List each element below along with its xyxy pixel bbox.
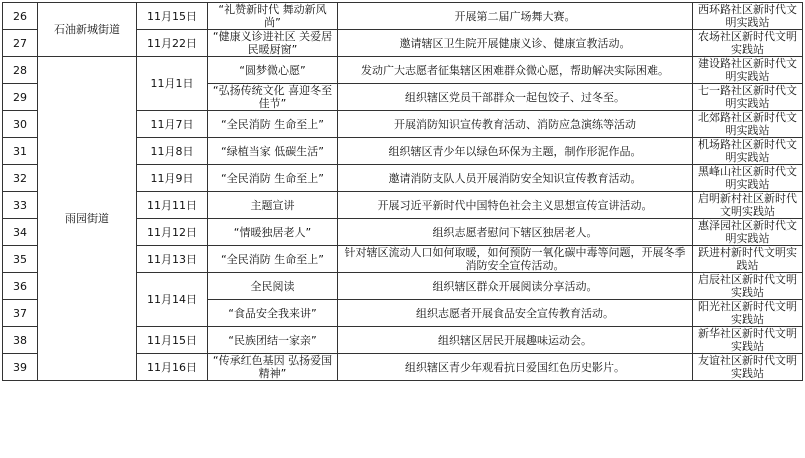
theme-cell: 全民阅读 [208, 273, 338, 300]
content-cell: 开展消防知识宣传教育活动、消防应急演练等活动 [338, 111, 693, 138]
row-number: 30 [3, 111, 38, 138]
row-number: 32 [3, 165, 38, 192]
street-cell: 石油新城街道 [38, 3, 137, 57]
row-number: 34 [3, 219, 38, 246]
date-cell: 11月16日 [137, 354, 208, 381]
theme-cell: “情暖独居老人” [208, 219, 338, 246]
date-cell: 11月22日 [137, 30, 208, 57]
table-row [3, 57, 803, 84]
station-cell: 建设路社区新时代文明实践站 [693, 57, 803, 84]
content-cell: 邀请辖区卫生院开展健康义诊、健康宣教活动。 [338, 30, 693, 57]
station-cell: 机场路社区新时代文明实践站 [693, 138, 803, 165]
theme-cell: “传承红色基因 弘扬爱国精神” [208, 354, 338, 381]
row-number: 37 [3, 300, 38, 327]
station-cell: 阳光社区新时代文明实践站 [693, 300, 803, 327]
content-cell: 组织辖区党员干部群众一起包饺子、过冬至。 [338, 84, 693, 111]
row-number: 38 [3, 327, 38, 354]
table-row [3, 3, 803, 30]
date-cell: 11月8日 [137, 138, 208, 165]
date-cell: 11月15日 [137, 3, 208, 30]
row-number: 29 [3, 84, 38, 111]
theme-cell: “绿植当家 低碳生活” [208, 138, 338, 165]
row-number: 28 [3, 57, 38, 84]
station-cell: 友谊社区新时代文明实践站 [693, 354, 803, 381]
content-cell: 组织辖区居民开展趣味运动会。 [338, 327, 693, 354]
row-number: 31 [3, 138, 38, 165]
station-cell: 跃进村新时代文明实践站 [693, 246, 803, 273]
row-number: 26 [3, 3, 38, 30]
theme-cell: “全民消防 生命至上” [208, 246, 338, 273]
station-cell: 西环路社区新时代文明实践站 [693, 3, 803, 30]
content-cell: 组织辖区青少年以绿色环保为主题，制作形泥作品。 [338, 138, 693, 165]
content-cell: 组织志愿者慰问下辖区独居老人。 [338, 219, 693, 246]
content-cell: 组织辖区群众开展阅读分享活动。 [338, 273, 693, 300]
date-cell: 11月14日 [137, 273, 208, 327]
content-cell: 邀请消防支队人员开展消防安全知识宣传教育活动。 [338, 165, 693, 192]
date-cell: 11月9日 [137, 165, 208, 192]
theme-cell: “弘扬传统文化 喜迎冬至佳节” [208, 84, 338, 111]
station-cell: 七一路社区新时代文明实践站 [693, 84, 803, 111]
row-number: 39 [3, 354, 38, 381]
theme-cell: “健康义诊进社区 关爱居民暖厨窗” [208, 30, 338, 57]
content-cell: 发动广大志愿者征集辖区困难群众微心愿，帮助解决实际困难。 [338, 57, 693, 84]
station-cell: 启明新村社区新时代文明实践站 [693, 192, 803, 219]
station-cell: 黑峰山社区新时代文明实践站 [693, 165, 803, 192]
date-cell: 11月7日 [137, 111, 208, 138]
station-cell: 农场社区新时代文明实践站 [693, 30, 803, 57]
activity-table [2, 2, 803, 381]
theme-cell: “食品安全我来讲” [208, 300, 338, 327]
theme-cell: “圆梦微心愿” [208, 57, 338, 84]
theme-cell: “民族团结一家亲” [208, 327, 338, 354]
station-cell: 启辰社区新时代文明实践站 [693, 273, 803, 300]
station-cell: 惠泽园社区新时代文明实践站 [693, 219, 803, 246]
theme-cell: “全民消防 生命至上” [208, 165, 338, 192]
theme-cell: “礼赞新时代 舞动新风尚” [208, 3, 338, 30]
street-cell: 雨园街道 [38, 57, 137, 381]
row-number: 36 [3, 273, 38, 300]
date-cell: 11月11日 [137, 192, 208, 219]
station-cell: 北郊路社区新时代文明实践站 [693, 111, 803, 138]
date-cell: 11月13日 [137, 246, 208, 273]
row-number: 35 [3, 246, 38, 273]
station-cell: 新华社区新时代文明实践站 [693, 327, 803, 354]
row-number: 33 [3, 192, 38, 219]
theme-cell: 主题宣讲 [208, 192, 338, 219]
theme-cell: “全民消防 生命至上” [208, 111, 338, 138]
content-cell: 开展第二届广场舞大赛。 [338, 3, 693, 30]
content-cell: 针对辖区流动人口如何取暖，如何预防一氧化碳中毒等问题，开展冬季消防安全宣传活动。 [338, 246, 693, 273]
date-cell: 11月1日 [137, 57, 208, 111]
date-cell: 11月12日 [137, 219, 208, 246]
row-number: 27 [3, 30, 38, 57]
content-cell: 开展习近平新时代中国特色社会主义思想宣传宣讲活动。 [338, 192, 693, 219]
date-cell: 11月15日 [137, 327, 208, 354]
content-cell: 组织志愿者开展食品安全宣传教育活动。 [338, 300, 693, 327]
content-cell: 组织辖区青少年观看抗日爱国红色历史影片。 [338, 354, 693, 381]
